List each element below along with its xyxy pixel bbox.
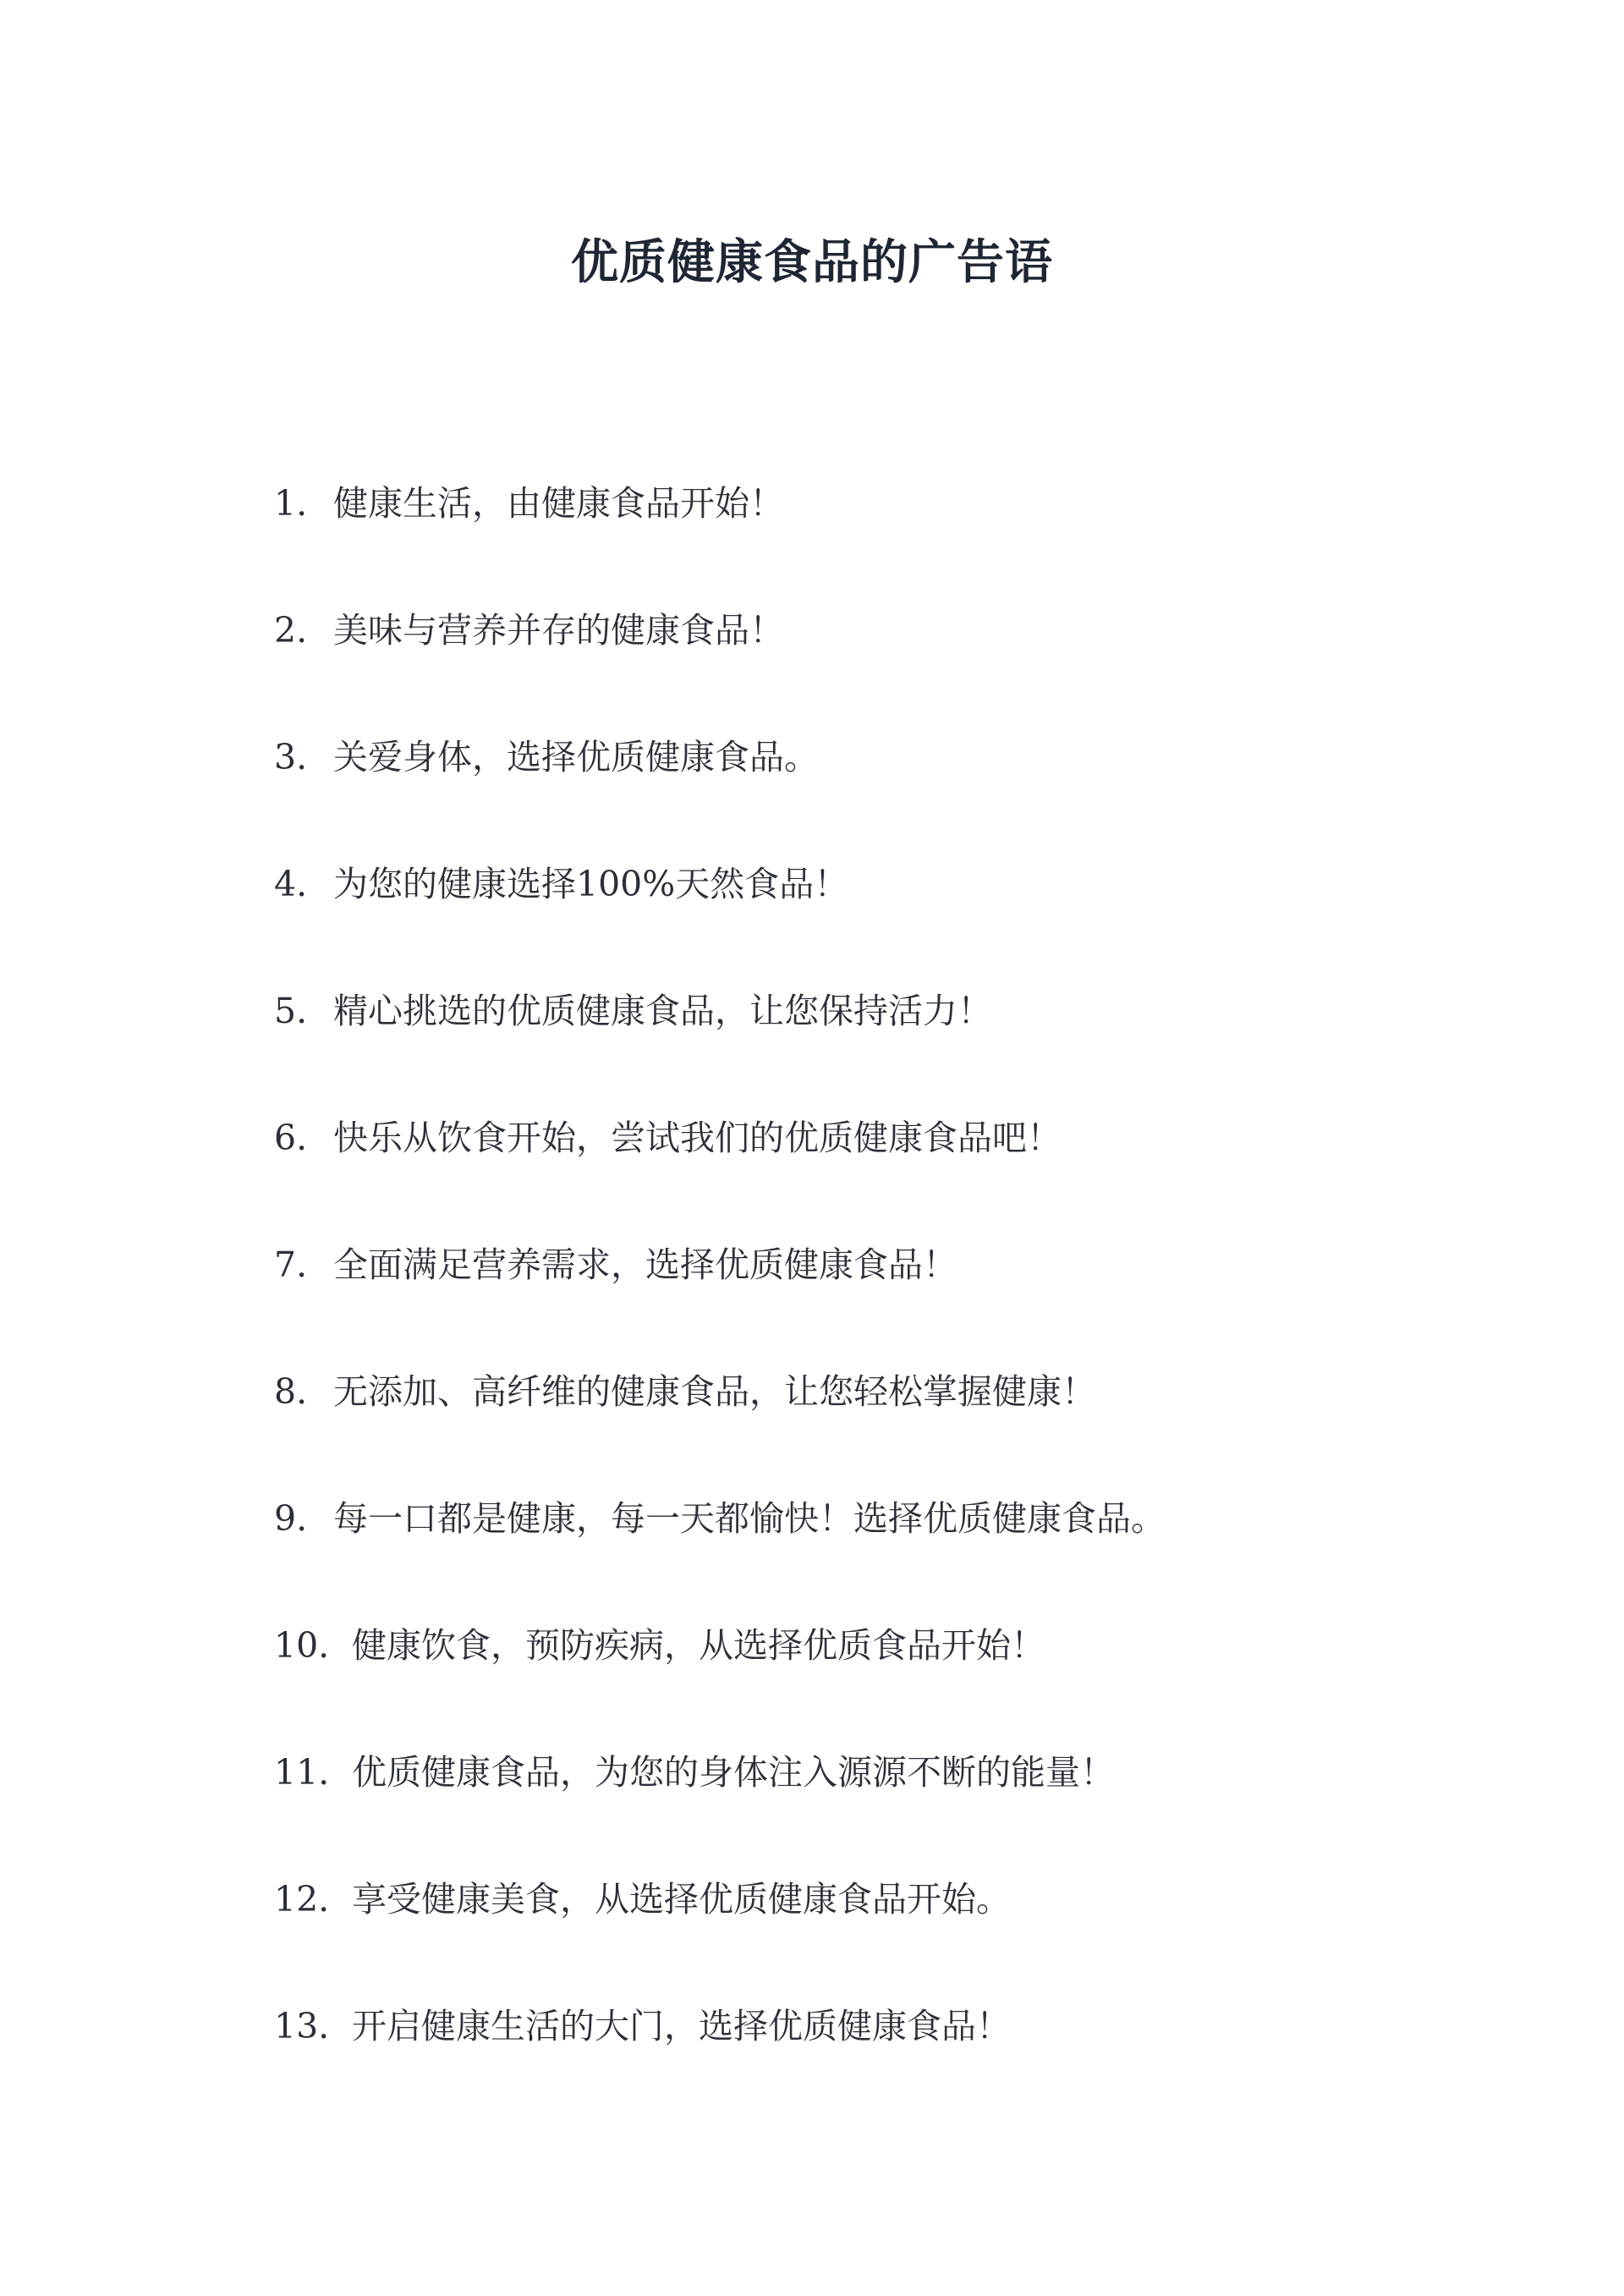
slogan-item-8 [274,1328,1543,1455]
slogan-number: 12. [274,1879,330,1920]
slogan-item-6 [274,1074,1543,1201]
slogan-text: 精心挑选的优质健康食品，让您保持活力！ [333,991,992,1031]
slogan-text: 快乐从饮食开始，尝试我们的优质健康食品吧！ [333,1118,1062,1158]
slogan-text: 每一口都是健康，每一天都愉快！选择优质健康食品。 [333,1498,1166,1539]
slogan-number: 6. [274,1118,308,1158]
slogan-number: 5. [274,991,308,1031]
slogan-item-2 [274,567,1543,694]
slogan-text: 美味与营养并存的健康食品！ [333,610,784,651]
slogan-item-11 [274,1709,1543,1836]
slogan-item-12 [274,1836,1543,1963]
slogan-text: 健康生活，由健康食品开始！ [333,483,784,524]
slogan-text: 享受健康美食，从选择优质健康食品开始。 [352,1879,1011,1920]
slogan-item-4 [274,821,1543,948]
slogan-item-7 [274,1201,1543,1328]
slogan-number: 4. [274,864,308,904]
slogan-text: 优质健康食品，为您的身体注入源源不断的能量！ [352,1752,1115,1793]
slogan-text: 全面满足营养需求，选择优质健康食品！ [333,1244,957,1285]
slogan-text: 开启健康生活的大门，选择优质健康食品！ [352,2006,1011,2046]
slogan-number: 10. [274,1625,330,1666]
slogan-text: 关爱身体，选择优质健康食品。 [333,737,819,777]
slogan-item-13 [274,1963,1543,2090]
slogan-number: 9. [274,1498,308,1539]
slogan-number: 3. [274,737,308,777]
slogan-item-5 [274,948,1543,1074]
slogan-list [274,440,1543,2090]
slogan-item-9 [274,1455,1543,1582]
slogan-text: 健康饮食，预防疾病，从选择优质食品开始！ [352,1625,1045,1666]
slogan-item-3 [274,694,1543,821]
slogan-number: 11. [274,1752,330,1793]
slogan-number: 7. [274,1244,308,1285]
slogan-number: 1. [274,483,308,524]
document-title: 优质健康食品的广告语 [571,233,1053,290]
slogan-number: 13. [274,2006,330,2046]
slogan-number: 8. [274,1371,308,1412]
slogan-text: 无添加、高纤维的健康食品，让您轻松掌握健康！ [333,1371,1096,1412]
slogan-item-1 [274,440,1543,567]
slogan-item-10 [274,1582,1543,1709]
slogan-text: 为您的健康选择100%天然食品！ [333,864,849,904]
slogan-number: 2. [274,610,308,651]
